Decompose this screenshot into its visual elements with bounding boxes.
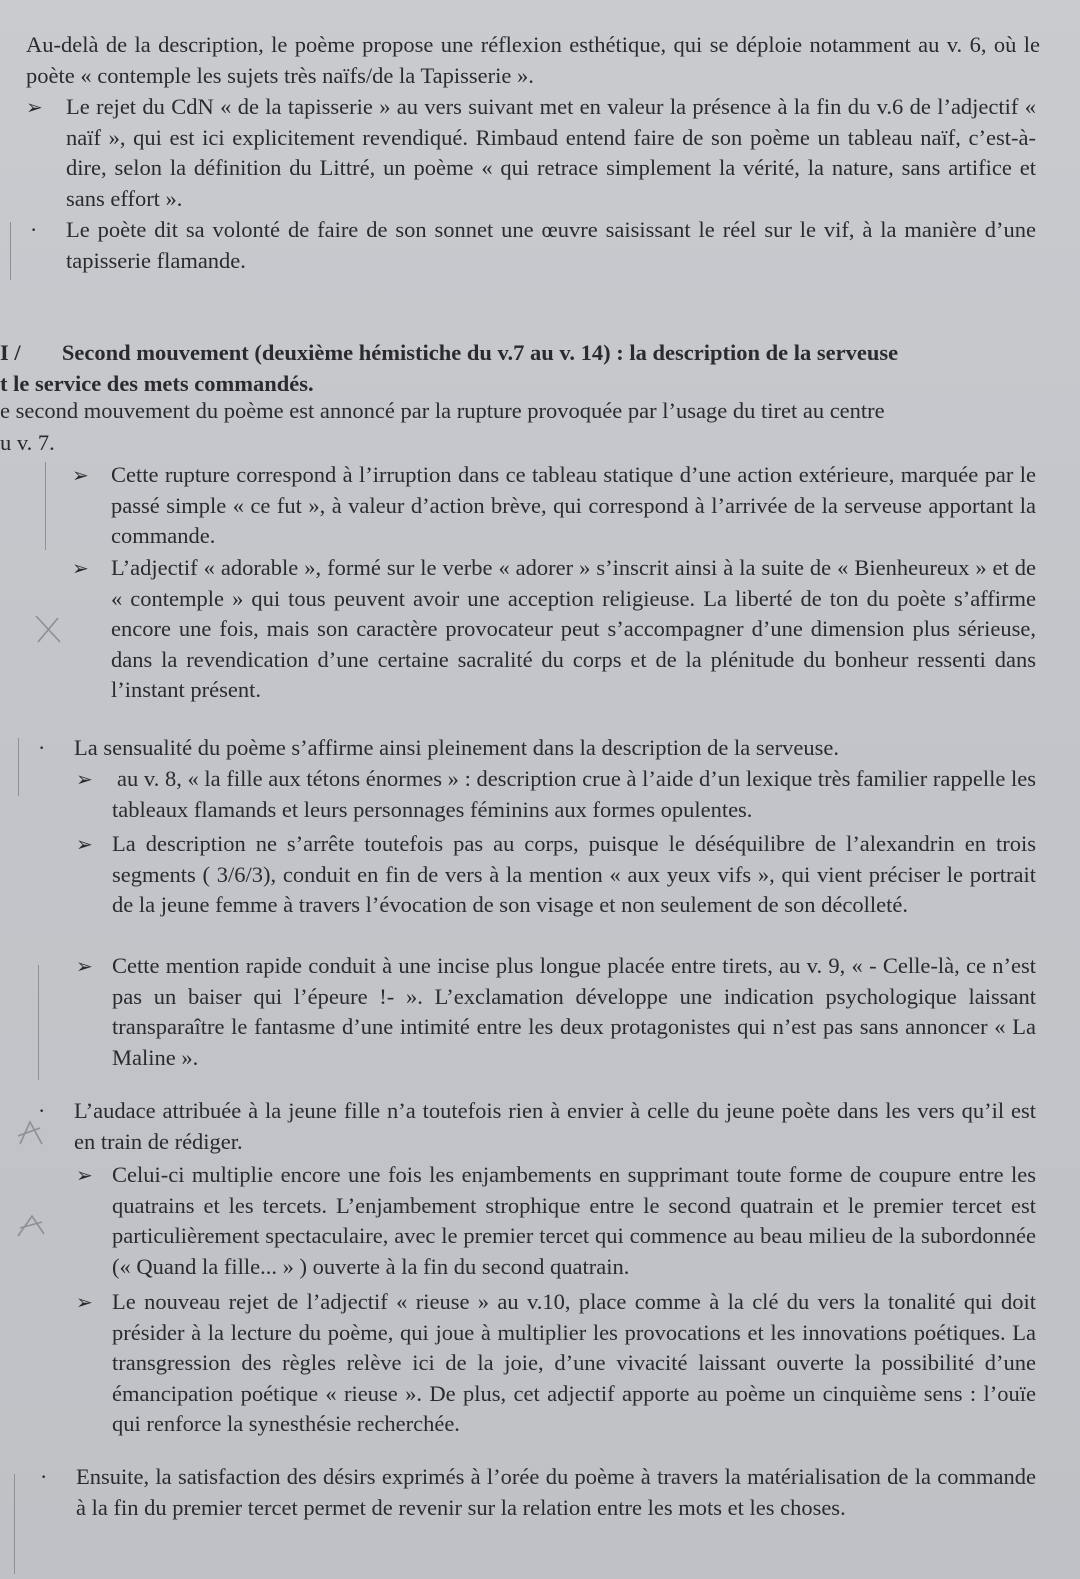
pencil-margin-mark: [14, 1474, 15, 1574]
sensualite-bullet-1: au v. 8, « la fille aux tétons énormes » : description crue à l’aide d’un lexique très familier rappelle les tableaux flamands et leurs personnages féminins aux formes opulentes.: [112, 766, 1036, 822]
pencil-margin-mark: [38, 965, 39, 1080]
sensualite-point: La sensualité du poème s’affirme ainsi pleinement dans la description de la serveuse.: [74, 735, 839, 760]
arrow-bullet-icon: ➢: [76, 1290, 93, 1314]
section-number: I /: [0, 340, 21, 365]
section-intro-line1: e second mouvement du poème est annoncé par la rupture provoquée par l’usage du tiret au centre: [0, 398, 885, 423]
pencil-cross-mark: [32, 612, 66, 646]
pencil-margin-mark: [10, 222, 11, 280]
dot-bullet-icon: ·: [38, 735, 46, 760]
arrow-bullet-icon: ➢: [76, 1163, 93, 1187]
sensualite-bullet-2: La description ne s’arrête toutefois pas au corps, puisque le déséquilibre de l’alexandrin en trois segments ( 3/6/3), conduit en fin de vers à la mention « aux yeux vifs », qui vient préciser le portrait de la jeune femme à travers l’évocation de son visage et non seulement de son décolleté.: [112, 831, 1036, 917]
arrow-bullet-icon: ➢: [72, 463, 89, 487]
pencil-margin-mark: [45, 462, 46, 550]
intro-bullet-2: Le poète dit sa volonté de faire de son sonnet une œuvre saisissant le réel sur le vif, à la manière d’une tapisserie flamande.: [66, 217, 1036, 273]
dot-bullet-icon: ·: [38, 1098, 46, 1123]
arrow-bullet-icon: ➢: [76, 832, 93, 856]
sensualite-bullet-3: Cette mention rapide conduit à une incise plus longue placée entre tirets, au v. 9, « - Celle-là, ce n’est pas un baiser qui l’épeure !- ». L’exclamation développe une indication psychologique laissant transparaître le fantasme d’une intimité entre les deux protagonistes qui n’est pas sans annoncer « La Maline ».: [112, 953, 1036, 1070]
audace-point: L’audace attribuée à la jeune fille n’a toutefois rien à envier à celle du jeune poète dans les vers qu’il est en train de rédiger.: [74, 1098, 1036, 1154]
intro-paragraph: Au-delà de la description, le poème propose une réflexion esthétique, qui se déploie notamment au v. 6, où le poète « contemple les sujets très naïfs/de la Tapisserie ».: [26, 32, 1040, 88]
arrow-bullet-icon: ➢: [76, 954, 93, 978]
dot-bullet-icon: ·: [30, 217, 38, 242]
section-title-line2: t le service des mets commandés.: [0, 371, 314, 396]
section-intro-line2: u v. 7.: [0, 430, 55, 455]
arrow-bullet-icon: ➢: [72, 556, 89, 580]
arrow-bullet-icon: ➢: [76, 767, 93, 791]
audace-bullet-1: Celui-ci multiplie encore une fois les enjambements en supprimant toute forme de coupure entre les quatrains et les tercets. L’enjambement strophique entre le second quatrain et le premier tercet est particulièrement spectaculaire, avec le premier tercet qui commence au beau milieu de la subordonnée (« Quand la fille... » ) ouverte à la fin du second quatrain.: [112, 1162, 1036, 1279]
audace-bullet-2: Le nouveau rejet de l’adjectif « rieuse » au v.10, place comme à la clé du vers la tonalité qui doit présider à la lecture du poème, qui joue à multiplier les provocations et les innovations poétiques. La transgression des règles relève ici de la joie, d’une vivacité laissant ouverte la possibilité d’une émancipation poétique « rieuse ». De plus, cet adjectif apporte au poème un cinquième sens : l’ouïe qui renforce la synesthésie recherchée.: [112, 1289, 1036, 1436]
section-title: Second mouvement (deuxième hémistiche du v.7 au v. 14) : la description de la serveuse: [61, 340, 899, 365]
section-heading: [0, 337, 1040, 368]
pencil-margin-mark: [18, 738, 19, 796]
arrow-bullet-icon: ➢: [26, 95, 43, 119]
ensuite-point: Ensuite, la satisfaction des désirs exprimés à l’orée du poème à travers la matérialisation de la commande à la fin du premier tercet permet de revenir sur la relation entre les mots et les choses.: [76, 1464, 1036, 1520]
dot-bullet-icon: ·: [40, 1464, 48, 1489]
rupture-bullet-1: Cette rupture correspond à l’irruption dans ce tableau statique d’une action extérieure, marquée par le passé simple « ce fut », à valeur d’action brève, qui correspond à l’arrivée de la serveuse apportant la commande.: [111, 462, 1036, 548]
pencil-cross-mark: [14, 1212, 48, 1240]
intro-bullet-1: Le rejet du CdN « de la tapisserie » au vers suivant met en valeur la présence à la fin du v.6 de l’adjectif « naïf », qui est ici explicitement revendiqué. Rimbaud entend faire de son poème un tableau naïf, c’est-à-dire, selon la définition du Littré, un poème « qui retrace simplement la vérité, la nature, sans artifice et sans effort ».: [66, 94, 1036, 211]
rupture-bullet-2: L’adjectif « adorable », formé sur le verbe « adorer » s’inscrit ainsi à la suite de « Bienheureux » et de « contemple » qui tous peuvent avoir une acception religieuse. La liberté de ton du poète s’affirme encore une fois, mais son caractère provocateur peut s’accompagner d’une dimension plus sérieuse, dans la revendication d’une certaine sacralité du corps et de la plénitude du bonheur ressenti dans l’instant présent.: [111, 555, 1036, 702]
